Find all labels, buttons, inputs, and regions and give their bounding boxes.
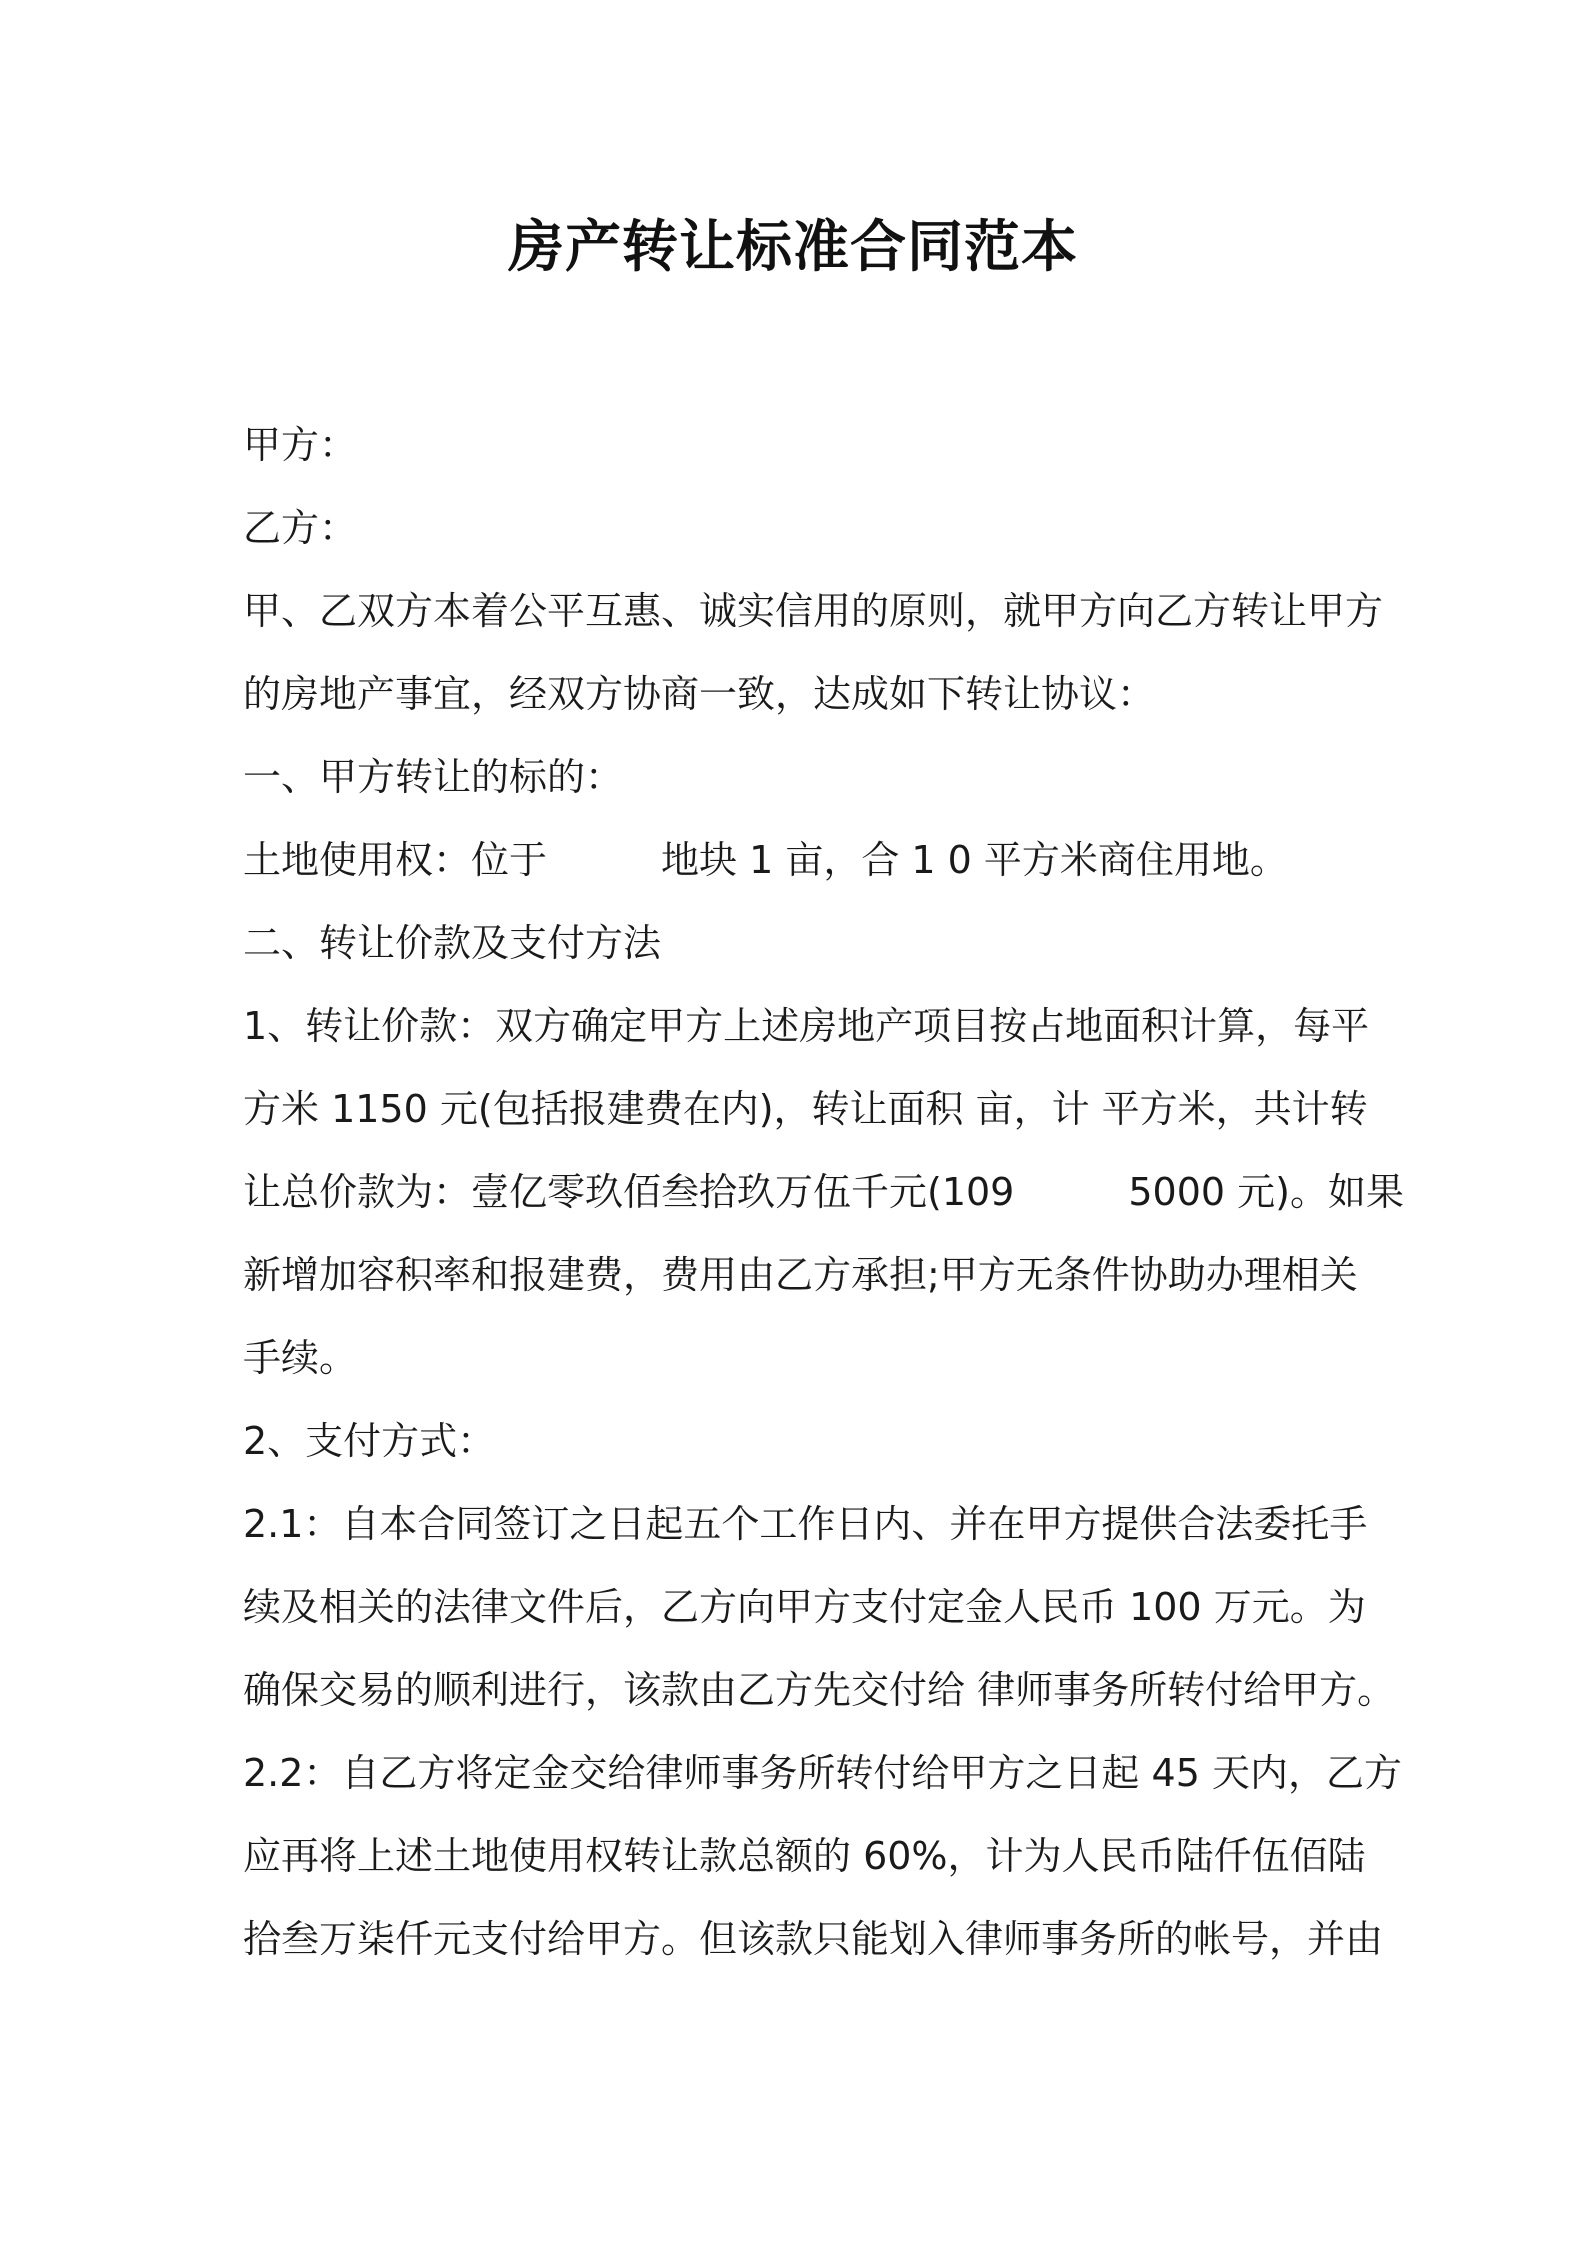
clause-1-line-3: 让总价款为：壹亿零玖佰叁拾玖万伍千元(109 5000 元)。如果 xyxy=(243,1170,1404,1214)
clause-1-line-1: 1、转让价款：双方确定甲方上述房地产项目按占地面积计算，每平 xyxy=(243,1004,1370,1048)
preamble-line-1: 甲、乙双方本着公平互惠、诚实信用的原则，就甲方向乙方转让甲方 xyxy=(243,589,1384,633)
clause-2-1-line-1: 2.1：自本合同签订之日起五个工作日内、并在甲方提供合法委托手 xyxy=(243,1502,1368,1546)
land-use-right-line: 土地使用权：位于 地块 1 亩，合 1 0 平方米商住用地。 xyxy=(243,838,1288,882)
party-a-line: 甲方： xyxy=(243,423,358,467)
section-1-heading: 一、甲方转让的标的： xyxy=(243,755,624,799)
party-b-line: 乙方： xyxy=(243,506,358,550)
preamble-line-2: 的房地产事宜，经双方协商一致，达成如下转让协议： xyxy=(243,672,1156,716)
clause-1-line-4: 新增加容积率和报建费，费用由乙方承担;甲方无条件协助办理相关 xyxy=(243,1253,1358,1297)
clause-2-2-line-1: 2.2：自乙方将定金交给律师事务所转付给甲方之日起 45 天内，乙方 xyxy=(243,1751,1402,1795)
clause-1-line-2: 方米 1150 元(包括报建费在内)，转让面积 亩，计 平方米，共计转 xyxy=(243,1087,1368,1131)
clause-2-1-line-2: 续及相关的法律文件后，乙方向甲方支付定金人民币 100 万元。为 xyxy=(243,1585,1366,1629)
clause-2-2-line-2: 应再将上述土地使用权转让款总额的 60%，计为人民币陆仟伍佰陆 xyxy=(243,1834,1366,1878)
clause-2-1-line-3: 确保交易的顺利进行，该款由乙方先交付给 律师事务所转付给甲方。 xyxy=(243,1668,1396,1712)
clause-2-2-line-3: 拾叁万柒仟元支付给甲方。但该款只能划入律师事务所的帐号，并由 xyxy=(243,1917,1384,1961)
document-body xyxy=(243,404,1404,1981)
clause-1-line-5: 手续。 xyxy=(243,1336,358,1380)
document-title: 房产转让标准合同范本 xyxy=(508,215,1078,280)
clause-2-heading: 2、支付方式： xyxy=(243,1419,496,1463)
section-2-heading: 二、转让价款及支付方法 xyxy=(243,921,662,965)
